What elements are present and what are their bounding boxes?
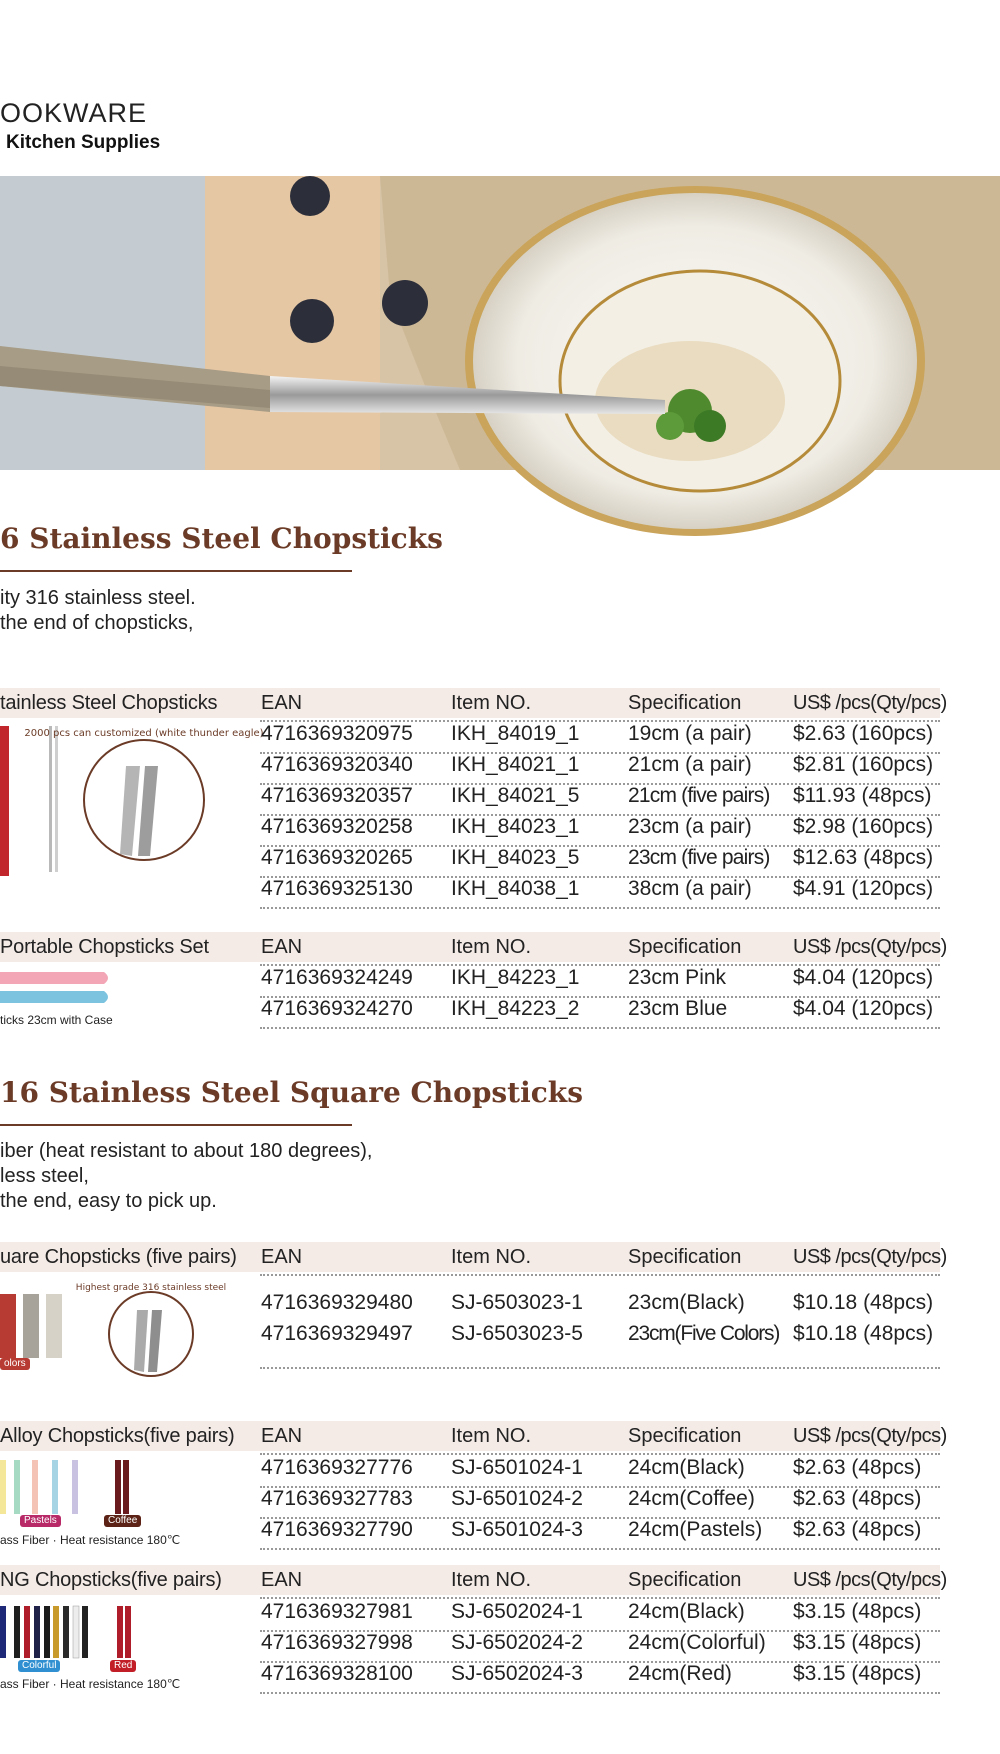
column-header-specification: Specification <box>628 1246 742 1268</box>
ean-cell: 4716369320975 <box>261 722 413 745</box>
product-image <box>0 1458 200 1518</box>
column-header-price: US$ /pcs(Qty/pcs) <box>793 1246 947 1268</box>
column-header-item-no: Item NO. <box>451 1569 532 1591</box>
spec-cell: 23cm Pink <box>628 966 727 989</box>
product-caption: ass Fiber · Heat resistance 180℃ <box>0 1533 181 1547</box>
spec-cell: 23cm(Five Colors) <box>628 1322 780 1345</box>
column-header-item-no: Item NO. <box>451 1246 532 1268</box>
price-cell: $4.04 (120pcs) <box>793 997 934 1020</box>
column-header-ean: EAN <box>261 1246 303 1268</box>
section-description <box>0 586 196 636</box>
color-chip: Coffee <box>104 1515 141 1527</box>
ean-cell: 4716369327998 <box>261 1631 413 1654</box>
column-header-ean: EAN <box>261 1425 303 1447</box>
item-no-cell: IKH_84021_1 <box>451 753 580 776</box>
chopsticks-product-image <box>0 726 264 876</box>
price-cell: $10.18 (48pcs) <box>793 1322 934 1345</box>
colorful-chopsticks-image <box>0 1604 200 1664</box>
item-no-cell: SJ-6502024-2 <box>451 1631 583 1654</box>
item-no-cell: IKH_84023_5 <box>451 846 580 869</box>
spec-cell: 23cm(Black) <box>628 1291 745 1314</box>
item-no-cell: IKH_84038_1 <box>451 877 580 900</box>
section-divider <box>0 1124 352 1126</box>
color-chip: olors <box>0 1358 30 1370</box>
product-image <box>0 726 264 876</box>
column-header-item-no: Item NO. <box>451 1425 532 1447</box>
item-no-cell: SJ-6501024-2 <box>451 1487 583 1510</box>
column-header-product: uare Chopsticks (five pairs) <box>0 1246 237 1268</box>
ean-cell: 4716369325130 <box>261 877 413 900</box>
column-header-ean: EAN <box>261 1569 303 1591</box>
product-caption: ass Fiber · Heat resistance 180℃ <box>0 1677 181 1691</box>
spec-cell: 23cm (five pairs) <box>628 846 770 869</box>
item-no-cell: IKH_84023_1 <box>451 815 580 838</box>
column-header-specification: Specification <box>628 1425 742 1447</box>
spec-cell: 21cm (a pair) <box>628 753 752 776</box>
price-cell: $2.98 (160pcs) <box>793 815 934 838</box>
ean-cell: 4716369327776 <box>261 1456 413 1479</box>
table-header <box>0 932 947 962</box>
table-header <box>0 688 947 718</box>
ean-cell: 4716369327790 <box>261 1518 413 1541</box>
column-header-product: Alloy Chopsticks(five pairs) <box>0 1425 235 1447</box>
row-divider <box>260 907 940 909</box>
column-header-specification: Specification <box>628 692 742 714</box>
price-cell: $2.63 (48pcs) <box>793 1456 922 1479</box>
price-cell: $3.15 (48pcs) <box>793 1662 922 1685</box>
chopsticks-table-photo <box>0 176 1000 470</box>
spec-cell: 23cm (a pair) <box>628 815 752 838</box>
column-header-product: tainless Steel Chopsticks <box>0 692 218 714</box>
product-image <box>0 1282 227 1386</box>
column-header-price: US$ /pcs(Qty/pcs) <box>793 1569 947 1591</box>
column-header-ean: EAN <box>261 936 303 958</box>
ean-cell: 4716369320357 <box>261 784 413 807</box>
catalog-category-title: OOKWARE <box>0 98 148 128</box>
ean-cell: 4716369320340 <box>261 753 413 776</box>
description-line: iber (heat resistant to about 180 degrees), <box>0 1140 373 1162</box>
ean-cell: 4716369320258 <box>261 815 413 838</box>
svg-text:Highest grade 316 stainless st: Highest grade 316 stainless steel <box>75 1283 227 1293</box>
section-title: 6 Stainless Steel Chopsticks <box>0 522 443 555</box>
item-no-cell: IKH_84223_2 <box>451 997 580 1020</box>
description-line: the end, easy to pick up. <box>0 1190 217 1212</box>
column-header-specification: Specification <box>628 936 742 958</box>
hero-photo <box>0 176 1000 470</box>
ean-cell: 4716369329497 <box>261 1322 413 1345</box>
spec-cell: 38cm (a pair) <box>628 877 752 900</box>
column-header-price: US$ /pcs(Qty/pcs) <box>793 1425 947 1447</box>
alloy-chopsticks-image <box>0 1458 200 1518</box>
svg-text:2000 pcs can customized (white: 2000 pcs can customized (white thunder eagle) <box>24 728 264 739</box>
spec-cell: 21cm (five pairs) <box>628 784 770 807</box>
item-no-cell: SJ-6502024-1 <box>451 1600 583 1623</box>
row-divider <box>260 1692 940 1694</box>
price-cell: $10.18 (48pcs) <box>793 1291 934 1314</box>
table-header <box>0 1421 947 1451</box>
item-no-cell: IKH_84223_1 <box>451 966 580 989</box>
price-cell: $4.04 (120pcs) <box>793 966 934 989</box>
color-chip: Red <box>110 1660 136 1672</box>
ean-cell: 4716369328100 <box>261 1662 413 1685</box>
description-line: ity 316 stainless steel. <box>0 587 196 609</box>
spec-cell: 24cm(Black) <box>628 1600 745 1623</box>
column-header-price: US$ /pcs(Qty/pcs) <box>793 936 947 958</box>
ean-cell: 4716369320265 <box>261 846 413 869</box>
column-header-item-no: Item NO. <box>451 692 532 714</box>
section-description <box>0 1139 372 1214</box>
price-cell: $2.63 (48pcs) <box>793 1518 922 1541</box>
price-cell: $3.15 (48pcs) <box>793 1600 922 1623</box>
item-no-cell: SJ-6501024-1 <box>451 1456 583 1479</box>
section-title: 16 Stainless Steel Square Chopsticks <box>0 1076 583 1109</box>
ean-cell: 4716369327783 <box>261 1487 413 1510</box>
product-image <box>0 1604 200 1664</box>
row-divider <box>260 1597 940 1599</box>
column-header-product: NG Chopsticks(five pairs) <box>0 1569 222 1591</box>
price-cell: $11.93 (48pcs) <box>793 784 932 807</box>
price-cell: $2.81 (160pcs) <box>793 753 934 776</box>
product-image <box>0 966 120 1012</box>
ean-cell: 4716369327981 <box>261 1600 413 1623</box>
column-header-specification: Specification <box>628 1569 742 1591</box>
catalog-category-subtitle: Kitchen Supplies <box>6 132 161 153</box>
chopsticks-case-image <box>0 966 120 1012</box>
price-cell: $4.91 (120pcs) <box>793 877 934 900</box>
section-divider <box>0 570 352 572</box>
color-chip: Pastels <box>20 1515 61 1527</box>
square-chopsticks-image <box>0 1282 227 1386</box>
spec-cell: 23cm Blue <box>628 997 728 1020</box>
table-header <box>0 1565 947 1595</box>
spec-cell: 24cm(Pastels) <box>628 1518 763 1541</box>
row-divider <box>260 1274 940 1276</box>
price-cell: $12.63 (48pcs) <box>793 846 934 869</box>
ean-cell: 4716369329480 <box>261 1291 413 1314</box>
item-no-cell: IKH_84019_1 <box>451 722 580 745</box>
description-line: less steel, <box>0 1165 89 1187</box>
column-header-product: Portable Chopsticks Set <box>0 936 209 958</box>
spec-cell: 24cm(Coffee) <box>628 1487 755 1510</box>
product-caption: ticks 23cm with Case <box>0 1013 113 1027</box>
column-header-ean: EAN <box>261 692 303 714</box>
row-divider <box>260 1548 940 1550</box>
item-no-cell: SJ-6503023-1 <box>451 1291 583 1314</box>
ean-cell: 4716369324249 <box>261 966 413 989</box>
price-cell: $2.63 (160pcs) <box>793 722 934 745</box>
price-cell: $3.15 (48pcs) <box>793 1631 922 1654</box>
column-header-item-no: Item NO. <box>451 936 532 958</box>
item-no-cell: SJ-6502024-3 <box>451 1662 583 1685</box>
column-header-price: US$ /pcs(Qty/pcs) <box>793 692 947 714</box>
item-no-cell: SJ-6503023-5 <box>451 1322 583 1345</box>
spec-cell: 24cm(Colorful) <box>628 1631 766 1654</box>
ean-cell: 4716369324270 <box>261 997 413 1020</box>
row-divider <box>260 1367 940 1369</box>
item-no-cell: IKH_84021_5 <box>451 784 580 807</box>
description-line: the end of chopsticks, <box>0 612 194 634</box>
price-cell: $2.63 (48pcs) <box>793 1487 922 1510</box>
spec-cell: 24cm(Black) <box>628 1456 745 1479</box>
spec-cell: 19cm (a pair) <box>628 722 752 745</box>
spec-cell: 24cm(Red) <box>628 1662 732 1685</box>
color-chip: Colorful <box>18 1660 60 1672</box>
row-divider <box>260 1453 940 1455</box>
row-divider <box>260 1027 940 1029</box>
item-no-cell: SJ-6501024-3 <box>451 1518 583 1541</box>
table-header <box>0 1242 947 1272</box>
